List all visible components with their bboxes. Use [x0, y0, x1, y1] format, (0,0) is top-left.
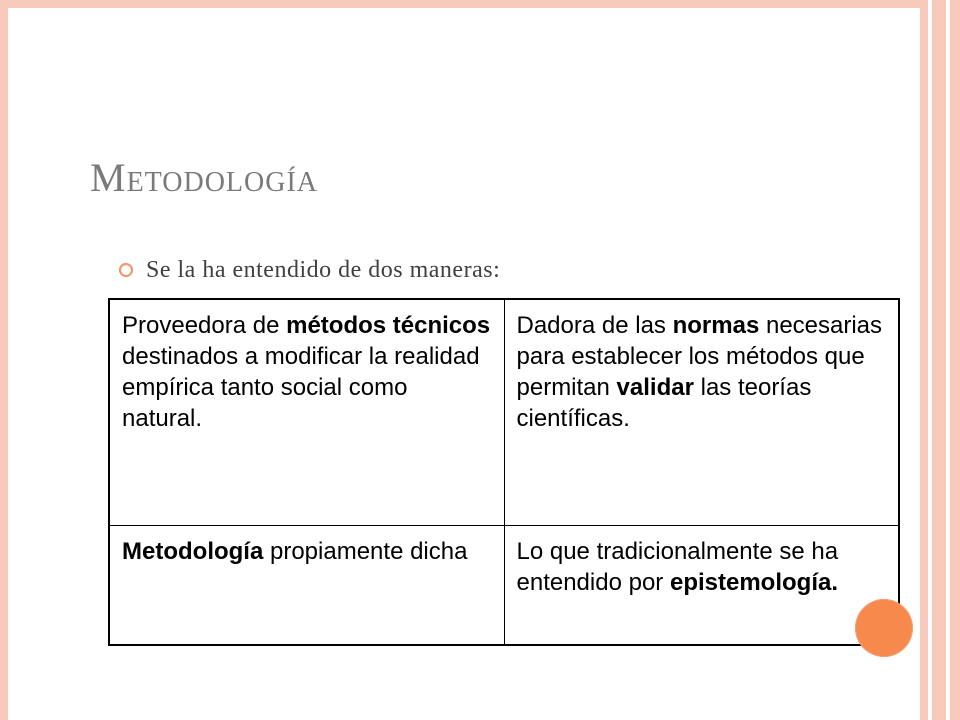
table-cell	[109, 299, 504, 526]
cell-text: Lo que tradicionalmente se ha entendido por	[516, 538, 839, 596]
bullet-item	[116, 252, 500, 288]
cell-text: destinados a modificar la realidad empírica tanto social como natural.	[122, 343, 480, 432]
frame-left-border	[0, 0, 8, 720]
bold-term: epistemología.	[669, 569, 839, 596]
slide-title: Metodología	[90, 155, 319, 200]
table-cell	[109, 526, 504, 646]
bold-term: Metodología	[122, 538, 264, 565]
circle-bullet-icon	[116, 260, 136, 280]
bold-term: normas	[672, 312, 760, 339]
cell-text: las teorías científicas.	[516, 374, 812, 432]
frame-top-border	[0, 0, 960, 8]
bold-term: validar	[616, 374, 694, 401]
cell-text: necesarias para establecer los métodos que permitan	[516, 312, 883, 401]
cell-text: Dadora de las	[516, 312, 673, 339]
bold-term: métodos técnicos	[286, 312, 491, 339]
table-row	[109, 299, 899, 526]
frame-right-band	[920, 0, 960, 720]
table-cell	[504, 526, 899, 646]
table-cell	[504, 299, 899, 526]
orange-circle-icon	[855, 599, 913, 657]
definitions-table	[108, 298, 900, 646]
cell-text: propiamente dicha	[263, 538, 468, 565]
frame-right-line	[946, 0, 950, 720]
cell-text: Proveedora de	[122, 312, 287, 339]
frame-right-line	[928, 0, 932, 720]
table-row	[109, 526, 899, 646]
bullet-text: Se la ha entendido de dos maneras:	[146, 256, 501, 283]
